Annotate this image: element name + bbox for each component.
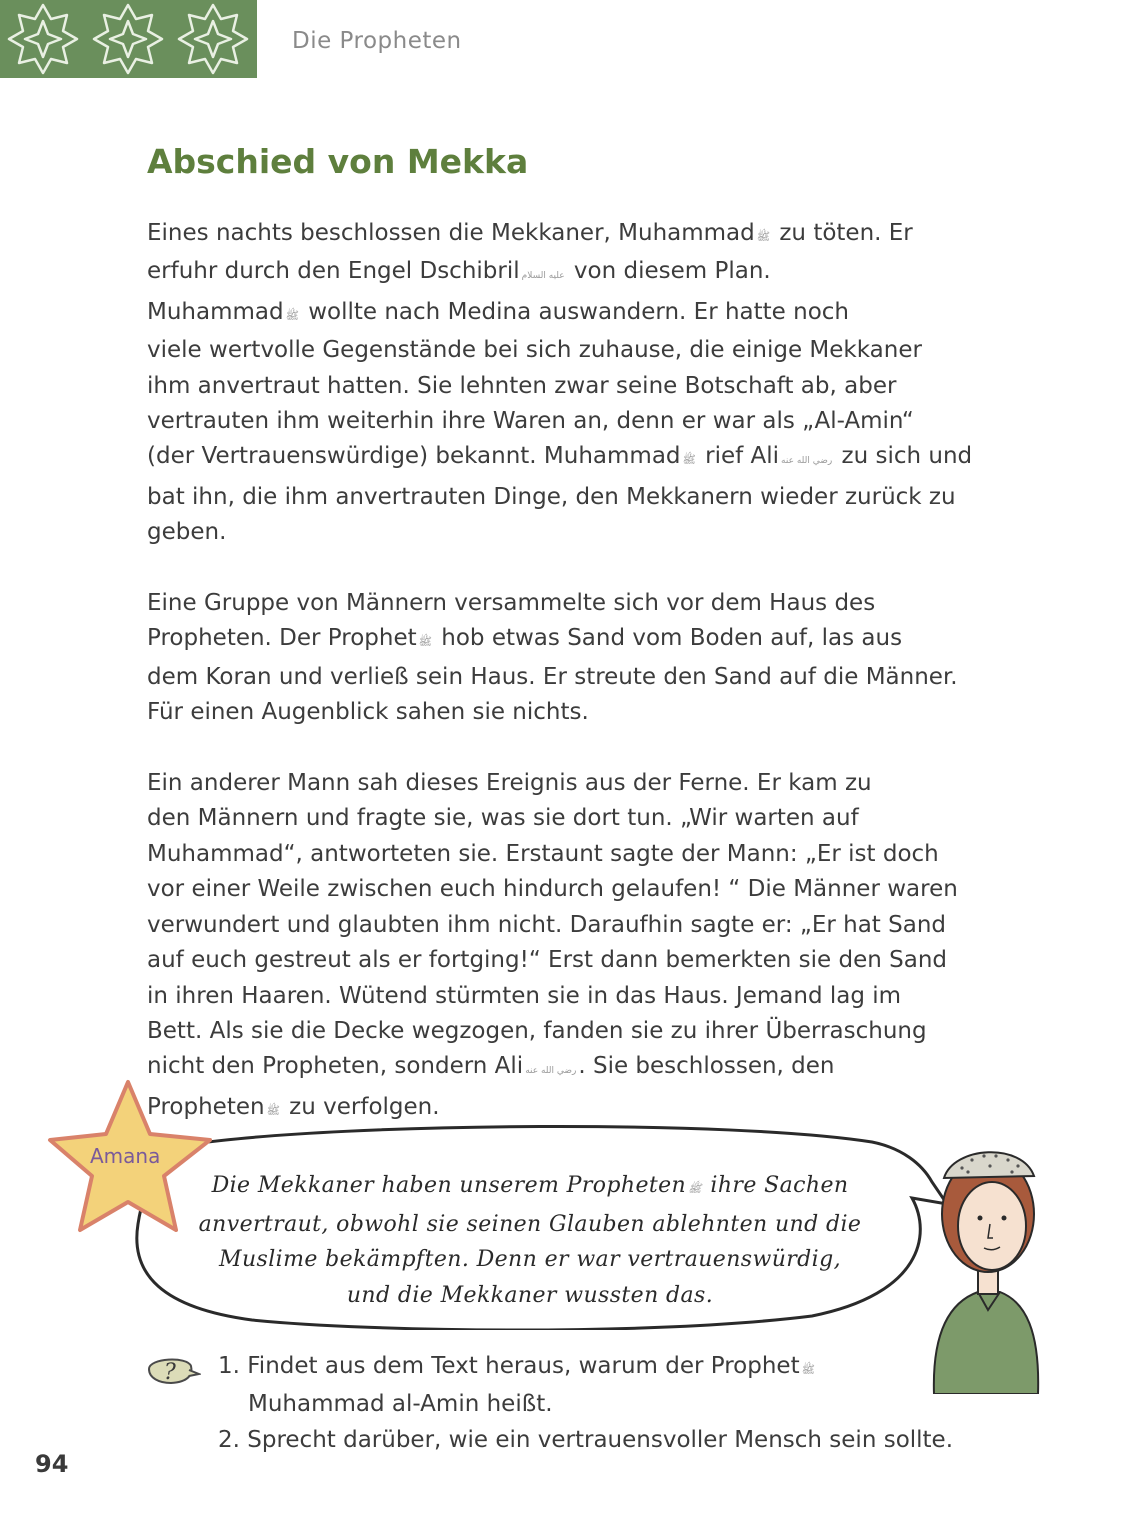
bubble-line: Die Mekkaner haben unserem Propheten ﷺ ihre Sachen [211,1173,849,1198]
paragraph-3 [147,766,987,1128]
bubble-line: anvertraut, obwohl sie seinen Glauben ablehnten und die [198,1211,862,1237]
text-line: auf euch gestreut als er fortging!“ Erst dann bemerkten sie den Sand [147,947,947,974]
svg-text:?: ? [164,1360,176,1385]
pbuh-honorific-icon: ﷺ [682,453,696,467]
text-line: vor einer Weile zwischen euch hindurch gelaufen! “ Die Männer waren [147,876,958,903]
chapter-title: Die Propheten [292,28,462,54]
text-line: dem Koran und verließ sein Haus. Er streute den Sand auf die Männer. [147,663,958,690]
text-line: Eine Gruppe von Männern versammelte sich vor dem Haus des [147,590,876,617]
task-item-1: 1. Findet aus dem Text heraus, warum der Prophet ﷺ [218,1353,815,1379]
text-line: vertrauten ihm weiterhin ihre Waren an, denn er war als „Al-Amin“ [147,408,914,435]
text-line: Muhammad ﷺ wollte nach Medina auswandern. Er hatte noch [147,298,850,325]
bubble-line: Muslime bekämpften. Denn er war vertrauenswürdig, [219,1247,841,1272]
task-item-1-continued: Muhammad al-Amin heißt. [248,1391,553,1418]
question-bubble-icon [145,1352,201,1386]
text-line: Propheten. Der Prophet ﷺ hob etwas Sand vom Boden auf, las aus [147,625,903,652]
text-line: Propheten ﷺ zu verfolgen. [147,1093,440,1120]
text-line: Eines nachts beschlossen die Mekkaner, Muhammad ﷺ zu töten. Er [147,220,913,246]
paragraph-1 [147,216,987,551]
task-item-2: 2. Sprecht darüber, wie ein vertrauensvoller Mensch sein sollte. [218,1426,954,1453]
text-line: Bett. Als sie die Decke wegzogen, fanden sie zu ihrer Überraschung [147,1017,927,1044]
header-ornament-band [0,0,257,78]
text-line: bat ihn, die ihm anvertrauten Dinge, den Mekkanern wieder zurück zu [147,483,956,510]
paragraph-2 [147,586,987,731]
pbuh-honorific-icon: ﷺ [756,230,771,243]
pbuh-honorific-icon: ﷺ [285,308,299,322]
as-honorific-icon: عليه السلام [521,271,565,282]
pbuh-honorific-icon: ﷺ [266,1103,280,1117]
main-text [147,216,987,1164]
text-line: Für einen Augenblick sahen sie nichts. [147,699,589,726]
ra-honorific-icon: رضي الله عنه [781,456,833,467]
text-line: erfuhr durch den Engel Dschibril عليه السلام von diesem Plan. [147,258,771,285]
text-line: Muhammad“, antworteten sie. Erstaunt sagte der Mann: „Er ist doch [147,840,939,867]
bubble-line: und die Mekkaner wussten das. [346,1282,714,1308]
text-line: Ein anderer Mann sah dieses Ereignis aus der Ferne. Er kam zu [147,770,872,797]
page-title: Abschied von Mekka [147,142,529,181]
text-line: ihm anvertraut hatten. Sie lehnten zwar seine Botschaft ab, aber [147,372,897,399]
pbuh-honorific-icon: ﷺ [418,635,432,649]
text-line: nicht den Propheten, sondern Ali رضي الله عنه. Sie beschlossen, den [147,1053,835,1080]
task-list [218,1349,1018,1458]
page-number: 94 [35,1450,69,1478]
pbuh-honorific-icon: ﷺ [801,1363,815,1376]
text-line: in ihren Haaren. Wütend stürmten sie in das Haus. Jemand lag im [147,982,902,1009]
pbuh-honorific-icon: ﷺ [688,1182,702,1195]
text-line: verwundert und glaubten ihm nicht. Daraufhin sagte er: „Er hat Sand [147,911,947,938]
star-ornament-icon [0,0,257,78]
text-line: geben. [147,519,227,546]
amana-label: Amana [90,1144,161,1168]
speech-bubble-text [170,1168,890,1313]
ra-honorific-icon: رضي الله عنه [525,1066,577,1077]
text-line: den Männern und fragte sie, was sie dort tun. „Wir warten auf [147,805,859,832]
text-line: (der Vertrauenswürdige) bekannt. Muhammad ﷺ rief Ali رضي الله عنه zu sich und [147,443,973,470]
text-line: viele wertvolle Gegenstände bei sich zuhause, die einige Mekkaner [147,337,922,364]
